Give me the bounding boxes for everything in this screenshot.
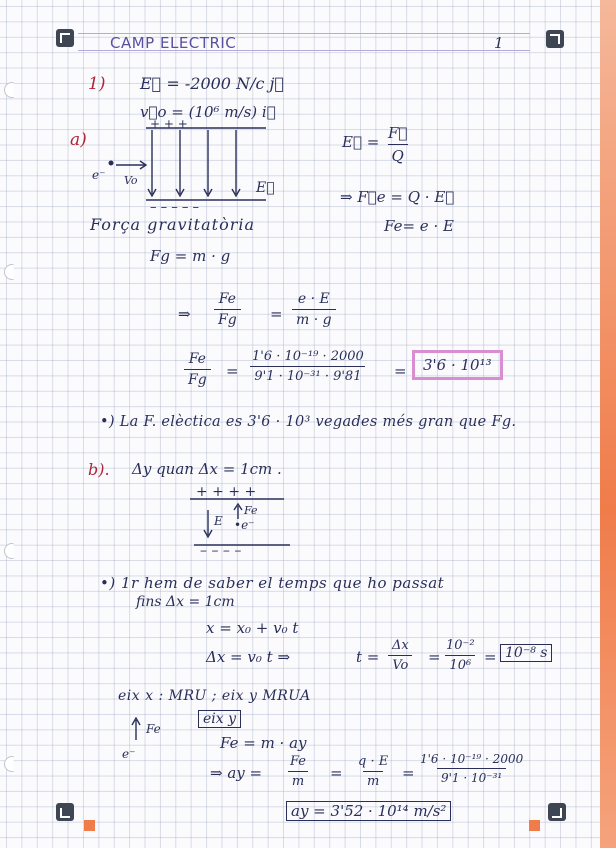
E-definition-lhs: E⃗ = — [342, 133, 380, 151]
implies-arrow: ⇒ — [178, 305, 191, 323]
field-label: E⃗ — [256, 180, 275, 196]
part-a-label: a) — [70, 130, 87, 150]
axis-motion-summary: eix x : MRU ; eix y MRUA — [118, 688, 311, 704]
page-title: CAMP ELECTRIC — [110, 34, 237, 52]
part-a-conclusion: •) La F. elèctica es 3'6 · 10³ vegades més gran que Fg. — [100, 414, 517, 430]
force-label-small: Fe — [146, 722, 161, 736]
E-def-num: F⃗ — [388, 124, 408, 142]
part-b-question: Δy quan Δx = 1cm . — [132, 460, 282, 478]
time-lhs: t = — [356, 648, 380, 666]
force-equation: ⇒ F⃗e = Q · E⃗ — [340, 188, 455, 206]
ratio-result: 3'6 · 10¹³ — [412, 350, 503, 380]
ratio-den: Fg — [214, 309, 241, 328]
given-velocity: v⃗o = (10⁶ m/s) i⃗ — [140, 103, 276, 121]
ay-lhs: ⇒ ay = — [210, 764, 263, 782]
time-equals-2: = — [484, 648, 497, 666]
calc-lhs-num: Fe — [188, 351, 206, 367]
plate-charges-bottom-b: – – – – — [200, 543, 242, 559]
calc-equals: = — [226, 362, 239, 380]
ay-num-2: q · E — [358, 754, 389, 769]
ay-den-2: m — [363, 771, 383, 789]
field-label-b: E — [214, 514, 223, 528]
time-equals: = — [428, 648, 441, 666]
part-b-label: b). — [88, 460, 110, 479]
ay-den-3: 9'1 · 10⁻³¹ — [437, 768, 506, 785]
time-num-2: 10⁻² — [446, 638, 475, 653]
given-field: E⃗ = -2000 N/c j⃗ — [140, 74, 285, 93]
position-equation: x = x₀ + v₀ t — [206, 619, 299, 637]
E-def-den: Q — [388, 144, 408, 165]
force-label-b: Fe — [244, 504, 258, 517]
field-arrows — [148, 130, 240, 196]
newton-equation: Fe = m · ay — [220, 734, 307, 752]
ay-den-1: m — [288, 771, 308, 789]
gravity-heading: Força gravitatòria — [90, 215, 256, 234]
problem-number: 1) — [88, 74, 106, 94]
calc-num: 1'6 · 10⁻¹⁹ · 2000 — [252, 349, 364, 364]
eix-y-box: eix y — [198, 710, 241, 728]
displacement-equation: Δx = v₀ t ⇒ — [206, 648, 291, 666]
part-b-intro-1: •) 1r hem de saber el temps que ho passat — [100, 574, 445, 592]
charge-label-small: e⁻ — [122, 747, 136, 761]
ay-num-3: 1'6 · 10⁻¹⁹ · 2000 — [420, 752, 524, 766]
calc-lhs-den: Fg — [184, 369, 211, 388]
plate-charges-top: + + + — [150, 117, 188, 131]
ratio-den-2: m · g — [292, 309, 336, 328]
plate-charges-top-b: + + + + — [196, 484, 257, 500]
charge-label: e⁻ — [92, 168, 106, 182]
page-number: 1 — [494, 34, 504, 52]
plate-charges-bottom: – – – – – — [150, 200, 200, 215]
time-num: Δx — [392, 638, 409, 653]
calc-equals-2: = — [394, 362, 407, 380]
ratio-equals: = — [270, 305, 283, 323]
velocity-label: Vo — [124, 174, 138, 187]
force-magnitude: Fe= e · E — [384, 217, 454, 235]
ay-num-1: Fe — [290, 754, 307, 769]
ay-equals-2: = — [402, 764, 415, 782]
time-den-2: 10⁶ — [445, 655, 475, 673]
time-den: Vo — [388, 655, 412, 673]
charge-label-b: •e⁻ — [234, 518, 255, 532]
part-b-intro-2: fins Δx = 1cm — [136, 594, 235, 610]
gravity-equation: Fg = m · g — [150, 247, 231, 265]
ay-result: ay = 3'52 · 10¹⁴ m/s² — [286, 801, 451, 821]
ratio-num-2: e · E — [297, 291, 330, 307]
calc-den: 9'1 · 10⁻³¹ · 9'81 — [250, 366, 365, 384]
ratio-num: Fe — [218, 291, 236, 307]
time-result: 10⁻⁸ s — [500, 644, 552, 662]
ay-equals-1: = — [330, 764, 343, 782]
